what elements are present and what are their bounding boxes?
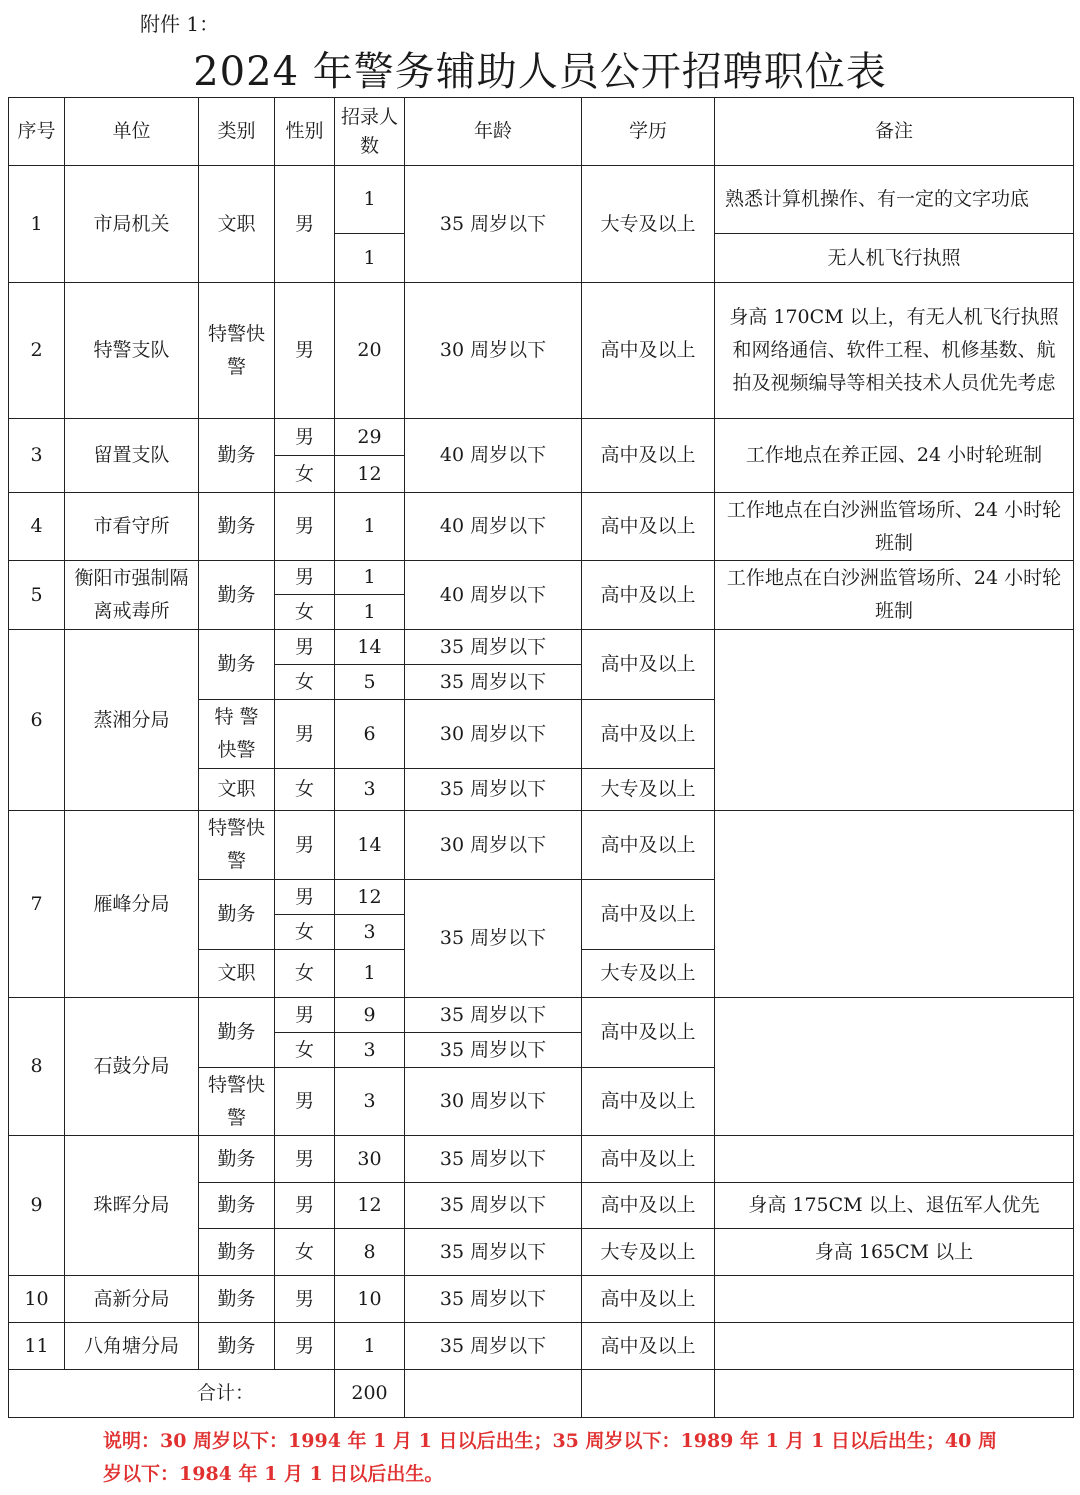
cell-unit: 特警支队 <box>65 283 199 419</box>
cell-gender: 男 <box>275 1068 335 1136</box>
cell-gender: 男 <box>275 880 335 915</box>
cell-count: 1 <box>335 1323 405 1370</box>
cell-education: 高中及以上 <box>582 1183 715 1229</box>
table-row <box>9 1323 1074 1370</box>
cell-education: 高中及以上 <box>582 419 715 493</box>
cell-count: 20 <box>335 283 405 419</box>
cell-category: 勤务 <box>199 880 275 950</box>
cell-education: 高中及以上 <box>582 1323 715 1370</box>
cell-gender: 男 <box>275 419 335 456</box>
total-value: 200 <box>335 1370 405 1418</box>
cell-count: 12 <box>335 456 405 493</box>
cell-age: 35 周岁以下 <box>405 1276 582 1323</box>
cell-education: 大专及以上 <box>582 166 715 283</box>
cell-unit: 衡阳市强制隔离戒毒所 <box>65 561 199 630</box>
cell-seq: 6 <box>9 630 65 811</box>
cell-category: 勤务 <box>199 998 275 1068</box>
cell-education: 高中及以上 <box>582 880 715 950</box>
cell-unit: 市局机关 <box>65 166 199 283</box>
cell-education: 高中及以上 <box>582 1068 715 1136</box>
cell-category: 文职 <box>199 166 275 283</box>
cell-unit: 市看守所 <box>65 493 199 561</box>
table-row <box>9 283 1074 419</box>
cell-count: 29 <box>335 419 405 456</box>
cell-empty <box>715 1370 1074 1418</box>
table-row <box>9 630 1074 665</box>
cell-category: 勤务 <box>199 561 275 630</box>
cell-gender: 女 <box>275 665 335 700</box>
cell-age: 40 周岁以下 <box>405 493 582 561</box>
cell-education: 高中及以上 <box>582 1136 715 1183</box>
cell-age: 35 周岁以下 <box>405 769 582 811</box>
cell-count: 1 <box>335 950 405 998</box>
cell-gender: 男 <box>275 1183 335 1229</box>
table-row <box>9 493 1074 561</box>
cell-gender: 女 <box>275 595 335 630</box>
cell-gender: 男 <box>275 630 335 665</box>
cell-count: 6 <box>335 700 405 769</box>
header-gender: 性别 <box>275 98 335 166</box>
cell-education: 高中及以上 <box>582 811 715 880</box>
cell-age: 30 周岁以下 <box>405 1068 582 1136</box>
positions-table <box>8 97 1074 1418</box>
cell-category: 勤务 <box>199 1229 275 1276</box>
table-row <box>9 811 1074 880</box>
total-row <box>9 1370 1074 1418</box>
cell-category: 勤务 <box>199 493 275 561</box>
cell-age: 35 周岁以下 <box>405 1183 582 1229</box>
cell-gender: 男 <box>275 1323 335 1370</box>
header-note: 备注 <box>715 98 1074 166</box>
cell-count: 3 <box>335 1068 405 1136</box>
cell-count: 12 <box>335 880 405 915</box>
cell-age: 35 周岁以下 <box>405 1033 582 1068</box>
cell-count: 8 <box>335 1229 405 1276</box>
cell-gender: 男 <box>275 493 335 561</box>
cell-unit: 珠晖分局 <box>65 1136 199 1276</box>
cell-gender: 男 <box>275 700 335 769</box>
table-row <box>9 561 1074 595</box>
cell-unit: 石鼓分局 <box>65 998 199 1136</box>
cell-education: 高中及以上 <box>582 700 715 769</box>
cell-age: 35 周岁以下 <box>405 1323 582 1370</box>
cell-unit: 蒸湘分局 <box>65 630 199 811</box>
cell-gender: 男 <box>275 998 335 1033</box>
cell-age: 30 周岁以下 <box>405 811 582 880</box>
cell-gender: 男 <box>275 283 335 419</box>
cell-age: 35 周岁以下 <box>405 665 582 700</box>
table-row <box>9 1276 1074 1323</box>
cell-unit: 雁峰分局 <box>65 811 199 998</box>
cell-count: 10 <box>335 1276 405 1323</box>
header-age: 年龄 <box>405 98 582 166</box>
cell-gender: 女 <box>275 769 335 811</box>
cell-seq: 7 <box>9 811 65 998</box>
cell-seq: 1 <box>9 166 65 283</box>
header-row <box>9 98 1074 166</box>
table-row <box>9 998 1074 1033</box>
cell-age: 35 周岁以下 <box>405 880 582 998</box>
header-seq: 序号 <box>9 98 65 166</box>
table-row <box>9 166 1074 234</box>
cell-note <box>715 811 1074 998</box>
cell-seq: 3 <box>9 419 65 493</box>
cell-age: 40 周岁以下 <box>405 561 582 630</box>
cell-seq: 11 <box>9 1323 65 1370</box>
cell-note: 身高 170CM 以上，有无人机飞行执照和网络通信、软件工程、机修基数、航拍及视频编导等相关技术人员优先考虑 <box>715 283 1074 419</box>
cell-category: 勤务 <box>199 1136 275 1183</box>
cell-education: 高中及以上 <box>582 1276 715 1323</box>
cell-gender: 女 <box>275 456 335 493</box>
cell-gender: 女 <box>275 1033 335 1068</box>
cell-category: 文职 <box>199 769 275 811</box>
cell-seq: 4 <box>9 493 65 561</box>
cell-unit: 高新分局 <box>65 1276 199 1323</box>
cell-note: 工作地点在白沙洲监管场所、24 小时轮班制 <box>715 561 1074 630</box>
cell-education: 大专及以上 <box>582 769 715 811</box>
cell-note <box>715 1276 1074 1323</box>
cell-count: 1 <box>335 561 405 595</box>
cell-education: 高中及以上 <box>582 998 715 1068</box>
header-education: 学历 <box>582 98 715 166</box>
cell-note <box>715 998 1074 1136</box>
cell-education: 大专及以上 <box>582 950 715 998</box>
cell-age: 35 周岁以下 <box>405 998 582 1033</box>
cell-education: 高中及以上 <box>582 283 715 419</box>
cell-category: 特警快警 <box>199 1068 275 1136</box>
cell-note <box>715 1323 1074 1370</box>
cell-note: 身高 165CM 以上 <box>715 1229 1074 1276</box>
cell-note: 身高 175CM 以上、退伍军人优先 <box>715 1183 1074 1229</box>
attachment-label: 附件 1： <box>140 12 220 36</box>
cell-count: 1 <box>335 493 405 561</box>
cell-category: 勤务 <box>199 630 275 700</box>
cell-empty <box>405 1370 582 1418</box>
cell-gender: 男 <box>275 1136 335 1183</box>
cell-count: 3 <box>335 915 405 950</box>
cell-note <box>715 1136 1074 1183</box>
cell-count: 12 <box>335 1183 405 1229</box>
cell-category: 勤务 <box>199 1183 275 1229</box>
cell-seq: 5 <box>9 561 65 630</box>
cell-seq: 8 <box>9 998 65 1136</box>
cell-age: 35 周岁以下 <box>405 1136 582 1183</box>
cell-age: 30 周岁以下 <box>405 283 582 419</box>
cell-category: 文职 <box>199 950 275 998</box>
cell-count: 14 <box>335 811 405 880</box>
cell-age: 35 周岁以下 <box>405 1229 582 1276</box>
total-label: 合计： <box>9 1370 335 1418</box>
cell-count: 9 <box>335 998 405 1033</box>
cell-gender: 男 <box>275 1276 335 1323</box>
cell-count: 14 <box>335 630 405 665</box>
cell-education: 大专及以上 <box>582 1229 715 1276</box>
cell-gender: 女 <box>275 1229 335 1276</box>
cell-education: 高中及以上 <box>582 561 715 630</box>
table-row <box>9 419 1074 456</box>
cell-gender: 男 <box>275 561 335 595</box>
cell-empty <box>582 1370 715 1418</box>
cell-unit: 八角塘分局 <box>65 1323 199 1370</box>
cell-seq: 2 <box>9 283 65 419</box>
cell-count: 5 <box>335 665 405 700</box>
cell-education: 高中及以上 <box>582 493 715 561</box>
cell-gender: 男 <box>275 811 335 880</box>
cell-count: 3 <box>335 769 405 811</box>
table-row <box>9 1136 1074 1183</box>
cell-unit: 留置支队 <box>65 419 199 493</box>
cell-note: 工作地点在养正园、24 小时轮班制 <box>715 419 1074 493</box>
header-category: 类别 <box>199 98 275 166</box>
header-count: 招录人数 <box>335 98 405 166</box>
page-title: 2024 年警务辅助人员公开招聘职位表 <box>193 49 887 95</box>
cell-count: 30 <box>335 1136 405 1183</box>
cell-category: 勤务 <box>199 1323 275 1370</box>
cell-category: 特警快警 <box>199 811 275 880</box>
cell-count: 1 <box>335 595 405 630</box>
cell-gender: 男 <box>275 166 335 283</box>
cell-note <box>715 630 1074 811</box>
cell-gender: 女 <box>275 915 335 950</box>
cell-note: 熟悉计算机操作、有一定的文字功底 <box>715 166 1074 234</box>
cell-seq: 9 <box>9 1136 65 1276</box>
cell-age: 30 周岁以下 <box>405 700 582 769</box>
cell-gender: 女 <box>275 950 335 998</box>
cell-count: 1 <box>335 234 405 283</box>
cell-count: 3 <box>335 1033 405 1068</box>
cell-category: 勤务 <box>199 1276 275 1323</box>
cell-category: 特 警快警 <box>199 700 275 769</box>
header-unit: 单位 <box>65 98 199 166</box>
cell-seq: 10 <box>9 1276 65 1323</box>
cell-note: 工作地点在白沙洲监管场所、24 小时轮班制 <box>715 493 1074 561</box>
cell-education: 高中及以上 <box>582 630 715 700</box>
cell-category: 勤务 <box>199 419 275 493</box>
cell-category: 特警快警 <box>199 283 275 419</box>
cell-note: 无人机飞行执照 <box>715 234 1074 283</box>
cell-age: 35 周岁以下 <box>405 630 582 665</box>
cell-age: 35 周岁以下 <box>405 166 582 283</box>
cell-age: 40 周岁以下 <box>405 419 582 493</box>
remark-note: 说明：30 周岁以下：1994 年 1 月 1 日以后出生；35 周岁以下：1989 年 1 月 1 日以后出生；40 周岁以下：1984 年 1 月 1 日以后出生。 <box>103 1430 997 1485</box>
cell-count: 1 <box>335 166 405 234</box>
